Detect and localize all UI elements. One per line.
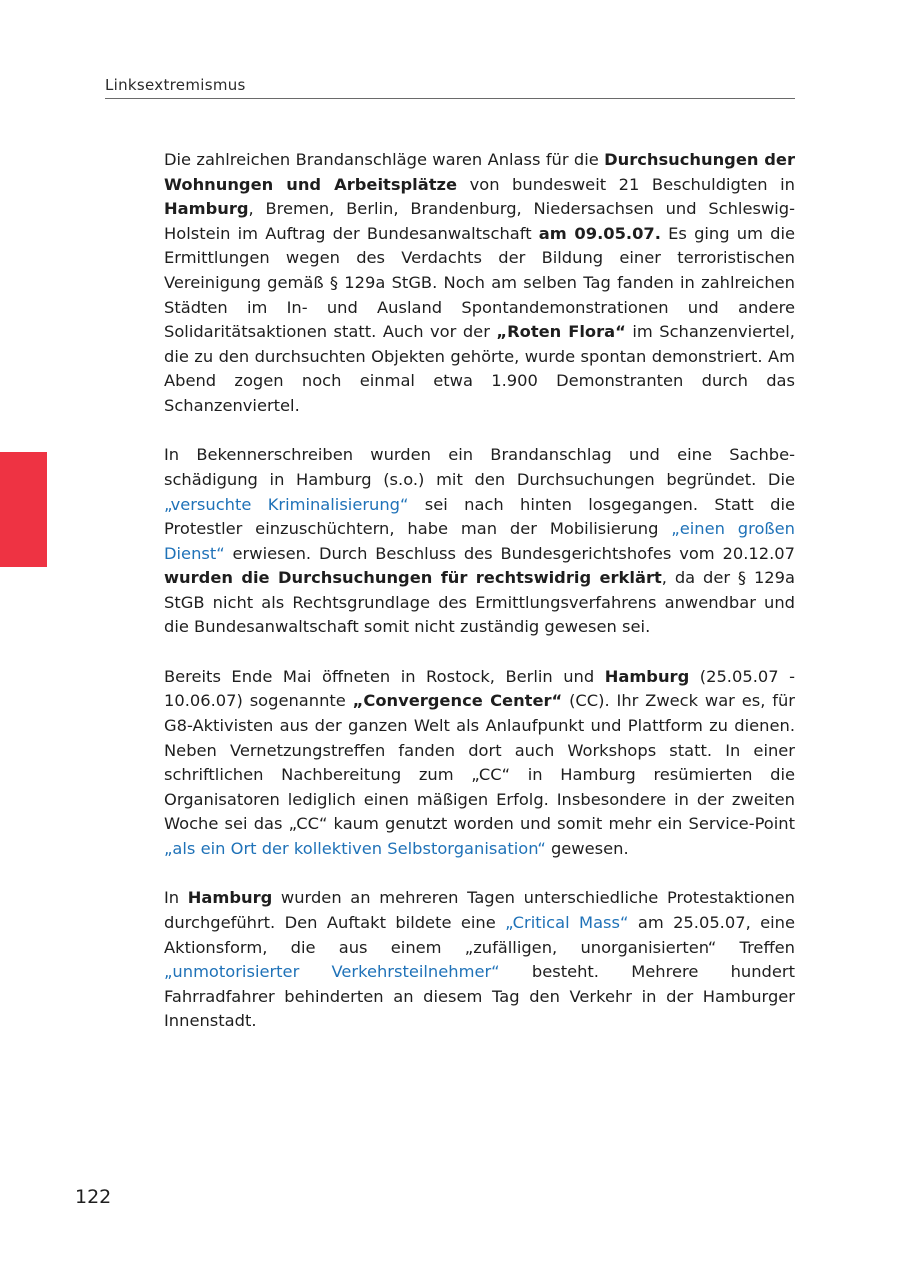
bold-run: am 09.05.07. bbox=[538, 223, 661, 243]
paragraph-1 bbox=[164, 148, 795, 419]
body-text bbox=[164, 148, 795, 1059]
bold-run: „Convergence Center“ bbox=[352, 691, 563, 711]
header-rule bbox=[105, 98, 795, 99]
quoted-phrase: „versuchte Kriminalisierung“ bbox=[164, 494, 409, 514]
bold-run: Hamburg bbox=[164, 199, 249, 219]
quoted-phrase: „Critical Mass“ bbox=[505, 913, 629, 933]
running-head: Linksextremismus bbox=[105, 76, 246, 94]
text-run: besteht. Mehrere hundert Fahrradfahrer behinderten an diesem Tag den Verkehr in der Hamburger Innenstadt. bbox=[164, 962, 795, 1031]
paragraph-3 bbox=[164, 665, 795, 862]
quoted-phrase: „als ein Ort der kollektiven Selbstorganisation“ bbox=[164, 839, 546, 859]
text-run: gewesen. bbox=[545, 839, 629, 859]
text-run: wurden an mehreren Tagen unterschiedliche Protestaktionen durchgeführt. Den Auftakt bildete eine bbox=[164, 888, 795, 933]
paragraph-2 bbox=[164, 443, 795, 640]
paragraph-4 bbox=[164, 886, 795, 1034]
text-run: am 25.05.07, eine Aktionsform, die aus einem „zufälligen, unorganisierten“ Treffen bbox=[164, 913, 796, 957]
text-run: erwiesen. Durch Beschluss des Bundesgerichtshofes vom 20.12.07 bbox=[224, 543, 795, 563]
text-run: Die zahlreichen Brandanschläge waren Anlass für die bbox=[164, 150, 605, 169]
text-run: im Schanzenviertel, die zu den durchsuchten Objekten gehörte, wurde spontan demonstriert. Am Abend zogen noch einmal etwa 1.900 Demonstranten durch das Schanzenviertel. bbox=[164, 322, 795, 415]
bold-run: wurden die Durchsuchungen für rechtswidrig erklärt bbox=[164, 568, 662, 588]
text-run: , da der § 129a StGB nicht als Rechtsgrundlage des Ermittlungsverfahrens anwendbar und die Bundesanwaltschaft somit nicht zuständig gewesen sei. bbox=[164, 568, 795, 637]
text-run: sei nach hinten losgegangen. Statt die Protestler einzuschüchtern, habe man der Mobilisierung bbox=[164, 494, 795, 539]
bold-run: Hamburg bbox=[604, 666, 690, 686]
text-run: In bbox=[164, 888, 188, 908]
text-run: Bereits Ende Mai öffneten in Rostock, Berlin und bbox=[164, 666, 605, 686]
text-run: (CC). Ihr Zweck war es, für G8-Aktivisten aus der ganzen Welt als Anlaufpunkt und Plattform zu dienen. Neben Vernetzungstreffen fanden dort auch Workshops statt. In einer schriftlichen Nachbereitung zum „CC“ in Hamburg resümierten die Organisatoren lediglich einen mäßigen Erfolg. Insbesondere in der zweiten Woche sei das „CC“ kaum genutzt worden und somit mehr ein Service-Point bbox=[164, 691, 795, 834]
text-run: (25.05.07 - 10.06.07) sogenannte bbox=[164, 666, 795, 711]
page-number: 122 bbox=[75, 1186, 112, 1208]
quoted-phrase: „unmotorisierter Verkehrsteilnehmer“ bbox=[164, 962, 500, 982]
text-run: , Bremen, Berlin, Brandenburg, Niedersachsen und Schleswig-Holstein im Auftrag der Bundesanwaltschaft bbox=[164, 199, 795, 243]
text-run: In Bekennerschreiben wurden ein Brandanschlag und eine Sachbeschädigung in Hamburg (s.o.) mit den Durchsuchungen begründet. Die bbox=[164, 445, 795, 489]
bold-run: „Roten Flora“ bbox=[496, 322, 626, 342]
chapter-marker-tab bbox=[0, 452, 47, 567]
bold-run: Hamburg bbox=[187, 888, 273, 908]
text-run: Es ging um die Ermittlungen wegen des Verdachts der Bildung einer terroristischen Vereinigung gemäß § 129a StGB. Noch am selben Tag fanden in zahlreichen Städten im In- und Ausland Spontandemonstrationen und andere Solidaritätsaktionen statt. Auch vor der bbox=[164, 223, 795, 342]
quoted-phrase: „einen großen Dienst“ bbox=[164, 519, 796, 563]
bold-run: Durchsuchungen der Wohnungen und Arbeitsplätze bbox=[164, 150, 796, 194]
text-run: von bundesweit 21 Beschuldigten in bbox=[457, 174, 796, 194]
